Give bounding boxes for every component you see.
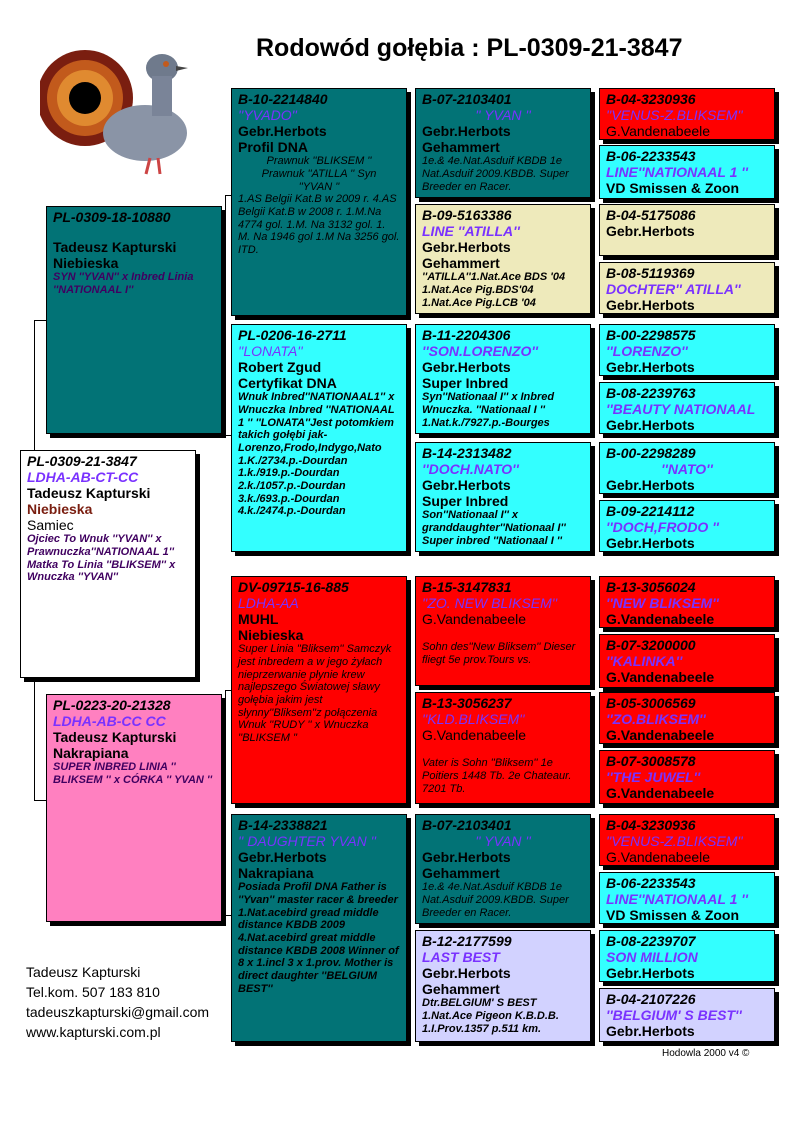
owner: VD Smissen & Zoon [606, 907, 740, 924]
ring-number: B-05-3006569 [606, 695, 696, 711]
pigeon-name: ''DOCH.NATO'' [422, 461, 519, 478]
pigeon-name: ''ZO. NEW BLIKSEM'' [422, 595, 558, 612]
contact-info [26, 962, 209, 1042]
description: Ojciec To Wnuk ''YVAN'' x Prawnuczka''NATIONAAL 1'' Matka To Linia ''BLIKSEM'' x Wnuczka ''YVAN'' [27, 533, 176, 584]
pigeon-name: ''LORENZO'' [606, 343, 688, 360]
pigeon-name: LINE''NATIONAAL 1 '' [606, 891, 748, 908]
pigeon-name: '' YVAN '' [475, 833, 531, 850]
contact-email[interactable]: tadeuszkapturski@gmail.com [26, 1004, 210, 1020]
description: 1e.& 4e.Nat.Asduif KBDB 1e Nat.Asduif 2009.KBDB. Super Breeder en Racer. [422, 155, 569, 193]
contact-phone: Tel.kom. 507 183 810 [26, 984, 160, 1000]
ancestor-card-3[interactable] [599, 204, 775, 256]
owner: G.Vandenabeele [422, 611, 527, 628]
ring-number: B-12-2177599 [422, 933, 512, 949]
ring-number: DV-09715-16-885 [238, 579, 349, 595]
page-title: Rodowód gołębia : PL-0309-21-3847 [256, 34, 683, 62]
pigeon-name: LDHA-AA [238, 595, 299, 612]
ring-number: B-14-2313482 [422, 445, 512, 461]
ring-number: B-10-2214840 [238, 91, 328, 107]
grandparent-card-1[interactable] [231, 88, 407, 316]
father-card[interactable] [46, 206, 222, 434]
subject-card[interactable] [20, 450, 196, 678]
ring-number: B-04-3230936 [606, 91, 696, 107]
great-grandparent-card-2[interactable] [415, 204, 591, 314]
pigeon-logo [40, 28, 200, 178]
owner: Gebr.Herbots [606, 297, 695, 314]
owner: G.Vandenabeele [606, 727, 715, 744]
ancestor-card-7[interactable] [599, 442, 775, 494]
ancestor-card-12[interactable] [599, 750, 775, 804]
owner: G.Vandenabeele [606, 123, 711, 140]
owner: Gebr.Herbots [606, 477, 695, 494]
pigeon-name: ''VENUS-Z.BLIKSEM'' [606, 833, 743, 850]
ancestor-card-5[interactable] [599, 324, 775, 376]
ring-number: B-11-2204306 [422, 327, 511, 343]
description: Posiada Profil DNA Father is ''Yvan'' master racer & breeder 1.Nat.acebird gread middle distance KBDB 2009 4.Nat.acebird great middle distance KBDB 2008 Winner of 8 x 1.incl 3 x 1.prov. Mother is direct daughter ''BELGIUM BEST'' [238, 881, 399, 995]
description: 1e.& 4e.Nat.Asduif KBDB 1e Nat.Asduif 2009.KBDB. Super Breeder en Racer. [422, 881, 569, 919]
extra-info: Niebieska [238, 627, 304, 644]
owner: Gebr.Herbots [606, 359, 695, 376]
description: Dtr.BELGIUM' S BEST 1.Nat.Ace Pigeon K.B.D.B. 1.I.Prov.1357 p.511 km. [422, 997, 559, 1035]
color: Niebieska [53, 255, 119, 272]
ring-number: B-00-2298289 [606, 445, 696, 461]
pigeon-name: LINE ''ATILLA'' [422, 223, 520, 240]
pigeon-name: ''VENUS-Z.BLIKSEM'' [606, 107, 743, 124]
owner: Gebr.Herbots [422, 965, 511, 982]
description: Sohn des''New Bliksem'' Dieser fliegt 5e prov.Tours vs. [422, 641, 576, 666]
pigeon-name: ''ZO.BLIKSEM'' [606, 711, 706, 728]
ancestor-card-15[interactable] [599, 930, 775, 982]
owner: Gebr.Herbots [422, 477, 511, 494]
great-grandparent-card-8[interactable] [415, 930, 591, 1042]
ring-number: B-13-3056237 [422, 695, 512, 711]
great-grandparent-card-7[interactable] [415, 814, 591, 924]
owner: Gebr.Herbots [606, 417, 695, 434]
owner: Robert Zgud [238, 359, 322, 376]
pigeon-name: ''KALINKA'' [606, 653, 683, 670]
ring-number: B-07-3008578 [606, 753, 696, 769]
footer-credit: Hodowla 2000 v4 © [662, 1048, 750, 1059]
owner: Gebr.Herbots [422, 239, 511, 256]
ring-number: B-14-2338821 [238, 817, 328, 833]
description: Super Linia ''Bliksem'' Samczyk jest inbredem a w jego żyłach nieprzerwanie płynie krew najlepszego Światowej sławy gołębia jakim jest słynny''Bliksem''z połączenia Wnuk ''RUDY '' x Wnuczka ''BLIKSEM '' [238, 643, 392, 744]
ancestor-card-14[interactable] [599, 872, 775, 924]
owner: VD Smissen & Zoon [606, 180, 740, 197]
pigeon-name: ''YVADO'' [238, 107, 297, 124]
extra-info: Gehammert [422, 981, 500, 998]
owner: Gebr.Herbots [422, 359, 511, 376]
owner: Gebr.Herbots [606, 535, 695, 552]
ring-number: PL-0223-20-21328 [53, 697, 171, 713]
great-grandparent-card-4[interactable] [415, 442, 591, 552]
ring-number: B-08-2239763 [606, 385, 696, 401]
pigeon-name: ''NATO'' [661, 461, 713, 478]
description: Wnuk Inbred''NATIONAAL1'' x Wnuczka Inbred ''NATIONAAL 1 '' ''LONATA''Jest potomkiem takich gołębi jak-Lorenzo,Frodo,Indygo,Nato 1.K./2734.p.-Dourdan 1.k./919.p.-Dourdan 2.k./1057.p.-Dourdan 3.k./693.p.-Dourdan 4.k./2474.p.-Dourdan [238, 391, 395, 518]
pigeon-name: ''BEAUTY NATIONAAL [606, 401, 756, 418]
ring-number: B-09-2214112 [606, 503, 695, 519]
owner: Gebr.Herbots [422, 123, 511, 140]
sex: Samiec [27, 517, 74, 534]
pigeon-name: LDHA-AB-CT-CC [27, 469, 139, 486]
pigeon-name: '' DAUGHTER YVAN '' [238, 833, 377, 850]
ring-number: B-04-2107226 [606, 991, 696, 1007]
ring-number: B-13-3056024 [606, 579, 696, 595]
ancestor-card-2[interactable] [599, 145, 775, 199]
pigeon-name: '' YVAN '' [475, 107, 531, 124]
pigeon-name: ''THE JUWEL'' [606, 769, 701, 786]
pigeon-name: ''SON.LORENZO'' [422, 343, 538, 360]
pigeon-name: LINE''NATIONAAL 1 '' [606, 164, 748, 181]
pigeon-name: ''NEW BLIKSEM'' [606, 595, 719, 612]
grandparent-card-4[interactable] [231, 814, 407, 1042]
pigeon-name: ''LONATA'' [238, 343, 303, 360]
extra-info: Certyfikat DNA [238, 375, 337, 392]
pigeon-name: SON MILLION [606, 949, 698, 966]
great-grandparent-card-6[interactable] [415, 692, 591, 804]
owner: Gebr.Herbots [606, 1023, 695, 1040]
ring-number: B-06-2233543 [606, 875, 696, 891]
ancestor-card-16[interactable] [599, 988, 775, 1042]
owner: G.Vandenabeele [422, 727, 527, 744]
color: Niebieska [27, 501, 93, 518]
extra-info: Super Inbred [422, 375, 509, 392]
great-grandparent-card-3[interactable] [415, 324, 591, 434]
ring-number: B-06-2233543 [606, 148, 696, 164]
ring-number: B-09-5163386 [422, 207, 512, 223]
ring-number: B-08-5119369 [606, 265, 695, 281]
ring-number: B-07-2103401 [422, 91, 512, 107]
owner: Gebr.Herbots [238, 123, 327, 140]
owner: Gebr.Herbots [606, 965, 695, 982]
description: SUPER INBRED LINIA '' BLIKSEM '' x CÓRKA '' YVAN '' [53, 761, 213, 787]
contact-website[interactable]: www.kapturski.com.pl [26, 1024, 161, 1040]
ancestor-card-9[interactable] [599, 576, 775, 628]
extra-info: Nakrapiana [238, 865, 314, 882]
ancestor-card-13[interactable] [599, 814, 775, 866]
description: ''ATILLA''1.Nat.Ace BDS '04 1.Nat.Ace Pig.BDS'04 1.Nat.Ace Pig.LCB '04 [422, 271, 566, 309]
color: Nakrapiana [53, 745, 129, 762]
owner: G.Vandenabeele [606, 611, 715, 628]
description: Syn''Nationaal I'' x Inbred Wnuczka. ''Nationaal I '' 1.Nat.k./7927.p.-Bourges [422, 391, 555, 429]
ring-number: B-07-2103401 [422, 817, 512, 833]
owner: G.Vandenabeele [606, 849, 711, 866]
pigeon-name: ''KLD.BLIKSEM'' [422, 711, 525, 728]
description: Prawnuk ''BLIKSEM '' Prawnuk ''ATILLA '' Syn ''YVAN '' [261, 155, 377, 193]
grandparent-card-3[interactable] [231, 576, 407, 804]
ancestor-card-11[interactable] [599, 692, 775, 744]
ring-number: B-15-3147831 [422, 579, 512, 595]
connector [225, 690, 226, 915]
ring-number: PL-0206-16-2711 [238, 327, 347, 343]
connector [34, 320, 35, 450]
owner: G.Vandenabeele [606, 785, 715, 802]
connector [225, 195, 226, 435]
pigeon-name: ''DOCH,FRODO '' [606, 519, 719, 536]
ring-number: B-08-2239707 [606, 933, 696, 949]
mother-card[interactable] [46, 694, 222, 922]
owner: Tadeusz Kapturski [27, 485, 151, 502]
ancestor-card-6[interactable] [599, 382, 775, 434]
owner: Tadeusz Kapturski [53, 239, 177, 256]
ancestor-card-10[interactable] [599, 634, 775, 688]
pigeon-name: LAST BEST [422, 949, 500, 966]
great-grandparent-card-5[interactable] [415, 576, 591, 686]
owner: G.Vandenabeele [606, 669, 715, 686]
achievements: 1.AS Belgii Kat.B w 2009 r. 4.AS Belgii Kat.B w 2008 r. 1.M.Na 4774 gol. 1.M. Na 3132 gol. 1. M. Na 1946 gol 1.M Na 3256 gol. ITD. [238, 193, 400, 256]
extra-info: Gehammert [422, 865, 500, 882]
ring-number: PL-0309-21-3847 [27, 453, 137, 469]
ancestor-card-1[interactable] [599, 88, 775, 140]
ancestor-card-8[interactable] [599, 500, 775, 552]
ring-number: B-00-2298575 [606, 327, 696, 343]
extra-info: Super Inbred [422, 493, 509, 510]
ring-number: B-07-3200000 [606, 637, 696, 653]
owner: MUHL [238, 611, 279, 628]
description: SYN ''YVAN'' x Inbred Linia ''NATIONAAL I'' [53, 271, 194, 296]
pigeon-name: DOCHTER'' ATILLA'' [606, 281, 741, 298]
great-grandparent-card-1[interactable] [415, 88, 591, 198]
contact-name: Tadeusz Kapturski [26, 964, 141, 980]
owner: Gebr.Herbots [422, 849, 511, 866]
owner: Tadeusz Kapturski [53, 729, 177, 746]
ring-number: PL-0309-18-10880 [53, 209, 171, 225]
owner: Gebr.Herbots [606, 223, 695, 240]
grandparent-card-2[interactable] [231, 324, 407, 552]
connector [34, 680, 35, 800]
owner: Gebr.Herbots [238, 849, 327, 866]
extra-info: Profil DNA [238, 139, 308, 156]
pigeon-name: LDHA-AB-CC CC [53, 713, 166, 730]
ring-number: B-04-5175086 [606, 207, 696, 223]
description: Son''Nationaal I'' x granddaughter''Nationaal I'' Super inbred ''Nationaal I '' [422, 509, 566, 547]
extra-info: Gehammert [422, 255, 500, 272]
ancestor-card-4[interactable] [599, 262, 775, 314]
description: Vater is Sohn ''Bliksem'' 1e Poitiers 1448 Tb. 2e Chateaur. 7201 Tb. [422, 757, 572, 795]
ring-number: B-04-3230936 [606, 817, 696, 833]
extra-info: Gehammert [422, 139, 500, 156]
pigeon-name: ''BELGIUM' S BEST'' [606, 1007, 742, 1024]
